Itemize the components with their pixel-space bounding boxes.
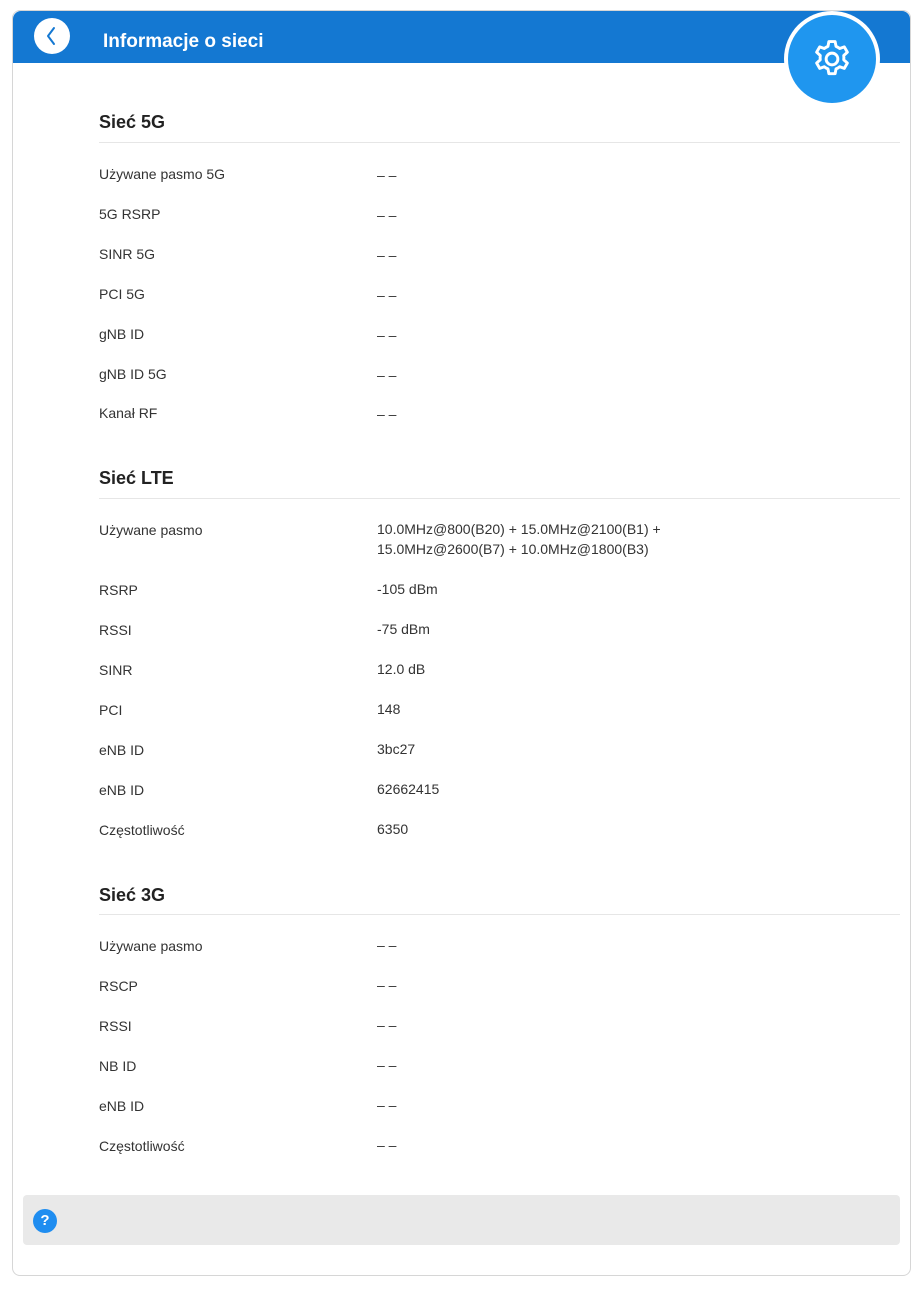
settings-button[interactable] xyxy=(784,11,880,107)
value-3g-rssi: – – xyxy=(377,1017,397,1033)
label-rf-channel: Kanał RF xyxy=(99,405,158,421)
help-icon[interactable]: ? xyxy=(33,1209,57,1233)
value-rf-channel: – – xyxy=(377,406,397,422)
label-5g-sinr: SINR 5G xyxy=(99,246,156,262)
value-gnb-id: – – xyxy=(377,327,397,343)
label-enb-id-hex: eNB ID xyxy=(99,742,145,758)
chevron-left-icon xyxy=(34,18,70,54)
value-3g-band: – – xyxy=(377,937,397,953)
value-lte-band-line2: 15.0MHz@2600(B7) + 10.0MHz@1800(B3) xyxy=(377,541,649,557)
value-3g-enb-id: – – xyxy=(377,1097,397,1113)
value-3g-rscp: – – xyxy=(377,977,397,993)
label-5g-band: Używane pasmo 5G xyxy=(99,166,226,182)
value-gnb-id-5g: – – xyxy=(377,367,397,383)
value-enb-id-hex: 3bc27 xyxy=(377,741,416,757)
value-5g-rsrp: – – xyxy=(377,207,397,223)
value-nb-id: – – xyxy=(377,1057,397,1073)
value-lte-rsrp: -105 dBm xyxy=(377,581,438,597)
header-bar xyxy=(13,11,910,63)
label-5g-pci: PCI 5G xyxy=(99,286,145,302)
section-title-5g: Sieć 5G xyxy=(99,112,166,132)
value-enb-id-dec: 62662415 xyxy=(377,781,440,797)
label-3g-enb-id: eNB ID xyxy=(99,1098,145,1114)
page-title: Informacje o sieci xyxy=(103,31,264,52)
value-lte-pci: 148 xyxy=(377,701,401,717)
label-lte-pci: PCI xyxy=(99,702,123,718)
label-gnb-id-5g: gNB ID 5G xyxy=(99,366,167,382)
settings-button-inner xyxy=(788,15,876,103)
label-3g-frequency: Częstotliwość xyxy=(99,1138,185,1154)
section-divider xyxy=(99,914,900,915)
label-lte-frequency: Częstotliwość xyxy=(99,822,185,838)
label-lte-rsrp: RSRP xyxy=(99,582,138,598)
label-3g-rssi: RSSI xyxy=(99,1018,132,1034)
section-divider xyxy=(99,142,900,143)
label-lte-rssi: RSSI xyxy=(99,622,132,638)
value-3g-frequency: – – xyxy=(377,1137,397,1153)
section-divider xyxy=(99,498,900,499)
value-5g-sinr: – – xyxy=(377,247,397,263)
label-lte-band: Używane pasmo xyxy=(99,522,203,538)
label-3g-rscp: RSCP xyxy=(99,978,138,994)
value-lte-sinr: 12.0 dB xyxy=(377,661,426,677)
label-enb-id-dec: eNB ID xyxy=(99,782,145,798)
label-lte-sinr: SINR xyxy=(99,662,133,678)
value-5g-pci: – – xyxy=(377,287,397,303)
value-lte-band-line1: 10.0MHz@800(B20) + 15.0MHz@2100(B1) + xyxy=(377,521,661,537)
label-3g-band: Używane pasmo xyxy=(99,938,203,954)
gear-icon xyxy=(810,37,854,81)
section-title-lte: Sieć LTE xyxy=(99,468,174,488)
section-title-3g: Sieć 3G xyxy=(99,885,166,905)
value-5g-band: – – xyxy=(377,167,397,183)
network-info-card xyxy=(12,10,911,1276)
label-gnb-id: gNB ID xyxy=(99,326,145,342)
value-lte-frequency: 6350 xyxy=(377,821,409,837)
help-bar xyxy=(23,1195,900,1245)
value-lte-rssi: -75 dBm xyxy=(377,621,430,637)
back-button[interactable] xyxy=(34,18,70,54)
label-nb-id: NB ID xyxy=(99,1058,137,1074)
label-5g-rsrp: 5G RSRP xyxy=(99,206,161,222)
